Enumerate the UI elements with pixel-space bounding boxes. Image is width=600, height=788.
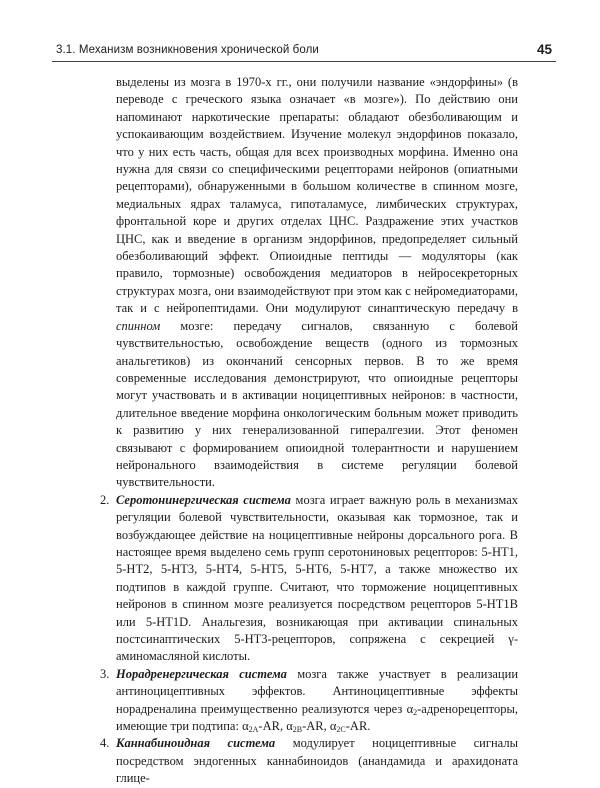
- item-text: мозга также участвует в реализации антиноцицептивных эффектов. Антиноцицептивные эффекты норадреналина преимущественно реализуются через α: [116, 666, 519, 716]
- paragraph-text: мозге: передачу сигналов, связанную с болевой чувствительностью, освобождение веществ (одного из тормозных анальгетиков) из окончаний сенсорных первов. В то же время современные исследования демонстрируют, что опиоидные рецепторы могут участвовать и в активации ноцицептивных нейронов: в частности, длительное введение морфина онкологическим больным может приводить к развитию у них генерализованной гипералгезии. Этот феномен связывают с формированием опиоидной толерантности и нарушением нейронального взаимодействия в системе регуляции болевой чувствительности.: [116, 318, 518, 490]
- subscript: 2C: [336, 725, 346, 735]
- page-number: 45: [536, 42, 552, 57]
- list-item-2: [100, 492, 518, 666]
- item-text: модулирует ноцицептивные сигналы посредством эндогенных каннабиноидов (анандамида и арахидоната глице-: [116, 736, 518, 786]
- running-title: 3.1. Механизм возникновения хронической боли: [56, 44, 319, 56]
- paragraph-text: выделены из мозга в 1970-х гг., они получили название «эндорфины» (в переводе с греческого языка означает «в мозге»). По действию они напоминают наркотические препараты: обладают обезболивающим и успокаивающим воздействием. Изучение молекул эндорфинов показало, что у них есть часть, общая для всех производных морфина. Именно она нужна для связи со специфическими рецепторами нейронов (опиатными рецепторами), обнаруженными в большом количестве в спинном мозге, медиальных ядрах таламуса, гипоталамусе, лимбических структурах, фронтальной коре и других отделах ЦНС. Раздражение этих участков ЦНС, как и введение в организм эндорфинов, предопределяет сильный обезболивающий эффект. Опиоидные пептиды — модуляторы (как правило, тормозные) освобождения медиаторов в нейросекреторных структурах мозга, они взаимодействуют при этом как с нейромедиаторами, так и с нейропептидами. Они модулируют синаптическую передачу в: [116, 75, 518, 316]
- emphasis: спинном: [116, 318, 161, 333]
- item-text: -адренорецепторы, имеющие три подтипа: α: [116, 701, 518, 734]
- list-number: 4.: [100, 736, 110, 751]
- subscript: 2A: [248, 725, 259, 735]
- page-body: [100, 74, 519, 788]
- item-text: мозга играет важную роль в механизмах регуляции болевой чувствительности, оказывая как тормозное, так и возбуждающее действие на ноцицептивные нейроны дорсального рога. В настоящее время выделено семь групп серотониновых рецепторов: 5-НТ1, 5-НТ2, 5-НТ3, 5-НТ4, 5-НТ5, 5-НТ6, 5-НТ7, а также множество их подтипов в каждой группе. Считают, что торможение ноцицептивных нейронов в спинном мозге реализуется посредством рецепторов 5-НТ1В или 5-НТ1D. Анальгезия, возникающая при активации спинальных постсинаптических 5-НТ3-рецепторов, сопряжена с секрецией γ-аминомасляной кислоты.: [116, 492, 518, 664]
- term: Серотонинергическая система: [116, 492, 291, 507]
- term: Норадренергическая система: [116, 666, 287, 681]
- subscript: 2: [413, 707, 418, 717]
- item-text: -AR, α: [302, 719, 337, 734]
- term: Каннабиноидная система: [116, 736, 276, 751]
- paragraph: [116, 74, 518, 492]
- item-text: -AR.: [345, 719, 371, 734]
- list-item-3: [100, 666, 519, 736]
- item-text: -AR, α: [258, 719, 293, 734]
- running-header: [52, 43, 556, 62]
- subscript: 2B: [292, 725, 303, 735]
- list-number: 2.: [100, 492, 110, 507]
- list-item-4: [100, 735, 518, 787]
- list-number: 3.: [100, 666, 110, 681]
